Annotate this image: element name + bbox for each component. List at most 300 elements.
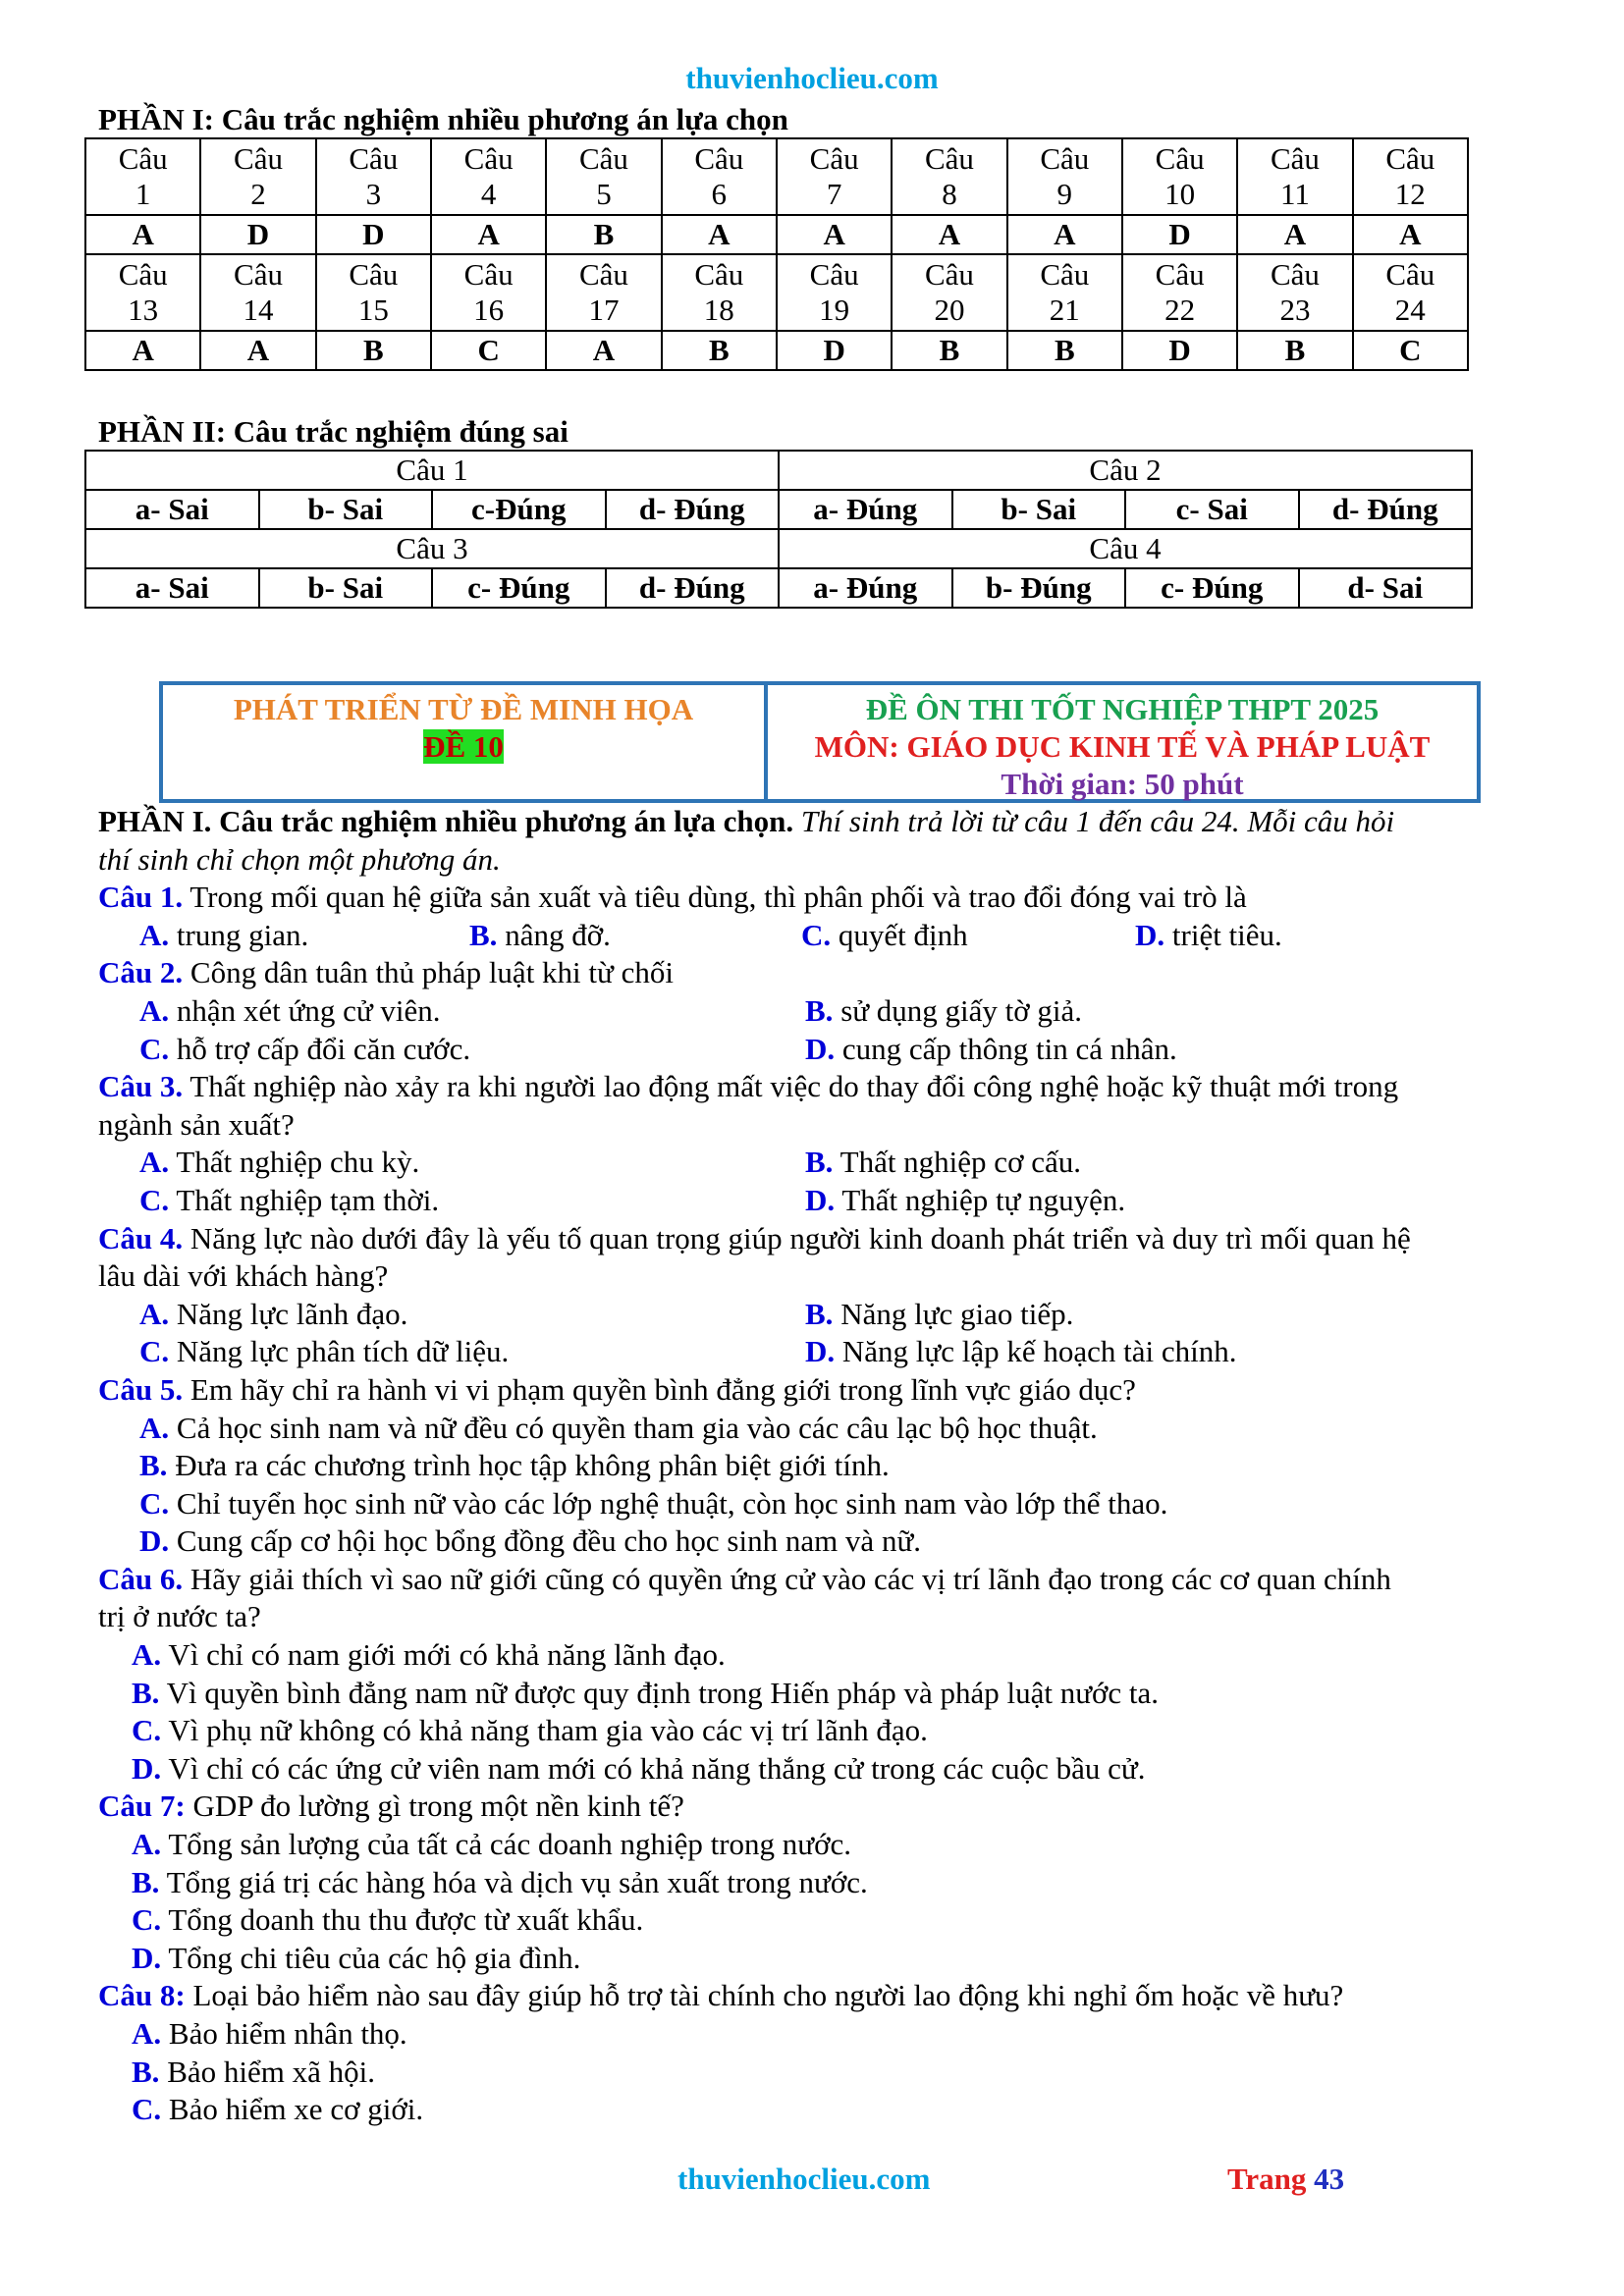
true-false-cell: a- Sai [85, 568, 259, 608]
question-header-row [85, 451, 1472, 490]
answer-option[interactable] [139, 1333, 805, 1371]
question-number-label: Câu 2. [98, 955, 184, 990]
page-number [1227, 2162, 1344, 2197]
question-number-cell [85, 254, 200, 331]
question-number: 16 [473, 293, 505, 327]
question-label: Câu [234, 257, 283, 292]
option-letter: A. [139, 1296, 170, 1331]
answer-row [85, 331, 1468, 370]
option-text: Năng lực lãnh đạo. [169, 1296, 408, 1331]
question-header-cell: Câu 4 [779, 529, 1472, 568]
question-number: 21 [1049, 293, 1080, 327]
answer-option[interactable] [132, 2092, 423, 2126]
options-line [98, 1750, 1542, 1789]
part2-key-title: PHẦN II: Câu trắc nghiệm đúng sai [98, 414, 568, 449]
question-label: Câu [234, 141, 283, 176]
option-text: Vì phụ nữ không có khả năng tham gia vào các vị trí lãnh đạo. [161, 1713, 928, 1748]
options-line [98, 1333, 1542, 1371]
options-line [98, 1485, 1542, 1523]
question-number: 22 [1164, 293, 1196, 327]
true-false-cell: b- Sai [952, 490, 1126, 529]
option-letter: C. [801, 917, 832, 952]
question-header-cell: Câu 2 [779, 451, 1472, 490]
option-text: nhận xét ứng cử viên. [169, 992, 441, 1028]
answer-cell: D [1122, 331, 1237, 370]
question-number-cell [1237, 138, 1352, 215]
answer-cell: A [546, 331, 661, 370]
question-number-cell [1353, 138, 1468, 215]
question-label: Câu [694, 257, 744, 292]
answer-option[interactable] [805, 1144, 1081, 1182]
question-number-row [85, 254, 1468, 331]
answer-option[interactable] [132, 1941, 580, 1975]
question-label: Câu [1270, 257, 1320, 292]
answer-cell: B [892, 331, 1006, 370]
answer-cell: D [316, 215, 431, 254]
option-text: Đưa ra các chương trình học tập không phân biệt giới tính. [167, 1448, 890, 1483]
question-stem-line [98, 1977, 1542, 2015]
footer-site[interactable]: thuvienhoclieu.com [677, 2162, 931, 2196]
question-label: Câu [809, 141, 859, 176]
option-letter: C. [132, 1902, 162, 1938]
answer-option[interactable] [469, 917, 801, 955]
option-text: Vì quyền bình đẳng nam nữ được quy định trong Hiến pháp và pháp luật nước ta. [159, 1675, 1160, 1710]
true-false-cell: c- Đúng [432, 568, 606, 608]
options-line [98, 1712, 1542, 1750]
option-text: Cả học sinh nam và nữ đều có quyền tham gia vào các câu lạc bộ học thuật. [169, 1410, 1098, 1445]
answer-cell: B [316, 331, 431, 370]
question-number-cell [316, 138, 431, 215]
option-letter: C. [132, 2092, 162, 2127]
true-false-cell: a- Sai [85, 490, 259, 529]
answer-cell: C [1353, 331, 1468, 370]
answer-row [85, 215, 1468, 254]
answer-cell: A [1353, 215, 1468, 254]
answer-cell: A [200, 331, 315, 370]
option-text: Bảo hiểm nhân thọ. [161, 2016, 407, 2051]
question-block [98, 1371, 1542, 1561]
question-stem-text: Thất nghiệp nào xảy ra khi người lao động mất việc do thay đổi công nghệ hoặc kỹ thuật mới trong [183, 1069, 1399, 1104]
true-false-row [85, 490, 1472, 529]
question-number-cell [1122, 138, 1237, 215]
question-number: 7 [826, 177, 842, 211]
question-label: Câu [1270, 141, 1320, 176]
answer-option[interactable] [139, 992, 805, 1031]
question-label: Câu [118, 141, 168, 176]
exam-number: ĐỀ 10 [423, 729, 504, 764]
answer-option[interactable] [801, 917, 1135, 955]
question-number-cell [1122, 254, 1237, 331]
option-letter: D. [132, 1750, 162, 1786]
option-letter: C. [139, 1485, 170, 1521]
option-text: Tổng giá trị các hàng hóa và dịch vụ sản xuất trong nước. [159, 1864, 868, 1899]
question-stem-text: Hãy giải thích vì sao nữ giới cũng có quyền ứng cử vào các vị trí lãnh đạo trong các cơ quan chính [183, 1561, 1391, 1596]
answer-option[interactable] [139, 1486, 1167, 1521]
option-letter: A. [132, 2016, 162, 2051]
question-number-cell [892, 254, 1006, 331]
question-number: 8 [942, 177, 957, 211]
option-text: Năng lực phân tích dữ liệu. [169, 1334, 510, 1369]
question-header-cell: Câu 1 [85, 451, 779, 490]
question-stem-line [98, 1371, 1542, 1410]
answer-cell: B [662, 331, 777, 370]
exam-banner [159, 681, 1481, 803]
question-stem-line [98, 1257, 1542, 1296]
answer-option[interactable] [132, 1676, 1159, 1710]
question-number: 12 [1394, 177, 1426, 211]
question-number-label: Câu 5. [98, 1371, 184, 1407]
question-stem-line [98, 1598, 1542, 1636]
exam-duration: Thời gian: 50 phút [1001, 767, 1244, 801]
question-number-cell [662, 254, 777, 331]
answer-option[interactable] [132, 1637, 726, 1672]
answer-option[interactable] [805, 1296, 1073, 1334]
question-number-cell [1237, 254, 1352, 331]
option-letter: B. [805, 1145, 834, 1180]
answer-cell: B [546, 215, 661, 254]
answer-cell: B [1007, 331, 1122, 370]
question-label: Câu [349, 257, 399, 292]
question-label: Câu [924, 141, 974, 176]
answer-option[interactable] [132, 1827, 851, 1861]
option-text: Cung cấp cơ hội học bổng đồng đều cho học sinh nam và nữ. [169, 1523, 921, 1559]
question-label: Câu [463, 257, 514, 292]
exam-subject: MÔN: GIÁO DỤC KINH TẾ VÀ PHÁP LUẬT [814, 729, 1431, 764]
part1-answer-table [84, 137, 1469, 371]
question-number-cell [85, 138, 200, 215]
question-label: Câu [1040, 257, 1090, 292]
true-false-cell: d- Sai [1299, 568, 1473, 608]
option-text: Thất nghiệp tự nguyện. [835, 1182, 1126, 1217]
options-line [98, 1296, 1542, 1334]
true-false-cell: d- Đúng [606, 490, 780, 529]
option-letter: A. [132, 1827, 162, 1862]
option-text: Vì chỉ có nam giới mới có khả năng lãnh đạo. [161, 1637, 726, 1673]
part1-intro-title: PHẦN I. Câu trắc nghiệm nhiều phương án lựa chọn. [98, 804, 794, 838]
question-number: 5 [596, 177, 612, 211]
option-text: trung gian. [169, 917, 309, 952]
options-line [98, 1940, 1542, 1978]
answer-option[interactable] [132, 2055, 375, 2089]
answer-cell: A [777, 215, 892, 254]
question-number-cell [200, 138, 315, 215]
exam-body [98, 803, 1542, 2129]
question-number-cell [892, 138, 1006, 215]
question-number-cell [1353, 254, 1468, 331]
option-text: Thất nghiệp tạm thời. [169, 1182, 440, 1217]
question-header-row [85, 529, 1472, 568]
options-line [98, 1522, 1542, 1561]
option-letter: A. [139, 1410, 170, 1445]
question-number: 20 [934, 293, 965, 327]
question-number: 2 [250, 177, 266, 211]
option-letter: C. [139, 1334, 170, 1369]
answer-cell: A [85, 331, 200, 370]
question-stem-text: Năng lực nào dưới đây là yếu tố quan trọng giúp người kinh doanh phát triển và duy trì mối quan hệ [183, 1220, 1411, 1255]
option-letter: D. [805, 1031, 836, 1066]
option-letter: A. [139, 1145, 170, 1180]
options-line [98, 2091, 1542, 2129]
part1-intro-cont [98, 841, 1542, 880]
page-label: Trang [1227, 2162, 1315, 2196]
question-number-label: Câu 6. [98, 1561, 184, 1596]
question-stem-line [98, 1788, 1542, 1826]
banner-origin: PHÁT TRIỂN TỪ ĐỀ MINH HỌA [233, 692, 694, 726]
part1-intro [98, 803, 1542, 841]
answer-option[interactable] [139, 1182, 805, 1220]
option-text: Tổng doanh thu thu được từ xuất khẩu. [161, 1902, 644, 1938]
options-line [98, 1636, 1542, 1675]
question-label: Câu [924, 257, 974, 292]
answer-option[interactable] [1135, 917, 1430, 955]
answer-cell: A [662, 215, 777, 254]
option-text: quyết định [831, 917, 968, 952]
question-number: 1 [135, 177, 151, 211]
option-letter: A. [139, 992, 170, 1028]
part1-key-title: PHẦN I: Câu trắc nghiệm nhiều phương án lựa chọn [98, 102, 788, 136]
options-line [98, 992, 1542, 1031]
question-label: Câu [1385, 257, 1435, 292]
question-list [98, 879, 1542, 2129]
options-line [98, 1144, 1542, 1182]
option-letter: B. [469, 917, 498, 952]
part2-answer-table [84, 450, 1473, 609]
question-number: 6 [711, 177, 728, 211]
option-letter: B. [805, 1296, 834, 1331]
question-number-cell [431, 254, 546, 331]
true-false-cell: c- Sai [1125, 490, 1299, 529]
exam-title: ĐỀ ÔN THI TỐT NGHIỆP THPT 2025 [865, 692, 1380, 726]
true-false-cell: c- Đúng [1125, 568, 1299, 608]
question-number: 23 [1279, 293, 1311, 327]
question-number-cell [777, 254, 892, 331]
option-letter: D. [805, 1182, 836, 1217]
question-stem-text: Trong mối quan hệ giữa sản xuất và tiêu dùng, thì phân phối và trao đổi đóng vai trò là [183, 880, 1247, 915]
true-false-cell: b- Sai [259, 490, 433, 529]
question-block [98, 1220, 1542, 1371]
question-stem-text: ngành sản xuất? [98, 1106, 295, 1142]
answer-option[interactable] [132, 1751, 1145, 1786]
option-text: Vì chỉ có các ứng cử viên nam mới có khả năng thắng cử trong các cuộc bầu cử. [161, 1750, 1146, 1786]
page-number-value: 43 [1314, 2162, 1345, 2196]
answer-cell: B [1237, 331, 1352, 370]
options-line [98, 1675, 1542, 1713]
answer-option[interactable] [132, 1713, 928, 1747]
option-letter: B. [132, 2054, 160, 2089]
answer-cell: D [200, 215, 315, 254]
option-letter: B. [805, 992, 834, 1028]
question-block [98, 954, 1542, 1068]
answer-option[interactable] [139, 1523, 921, 1558]
option-text: Tổng chi tiêu của các hộ gia đình. [161, 1940, 581, 1975]
answer-cell: A [1237, 215, 1352, 254]
option-text: Thất nghiệp cơ cấu. [833, 1145, 1081, 1180]
answer-option[interactable] [132, 1865, 868, 1899]
question-number-label: Câu 3. [98, 1069, 184, 1104]
answer-option[interactable] [139, 1411, 1098, 1445]
question-number: 4 [480, 177, 497, 211]
question-stem-line [98, 1220, 1542, 1258]
question-block [98, 1561, 1542, 1789]
part1-intro-instr-1: Thí sinh trả lời từ câu 1 đến câu 24. Mỗi câu hỏi [793, 804, 1395, 838]
question-stem-text: Em hãy chỉ ra hành vi vi phạm quyền bình đẳng giới trong lĩnh vực giáo dục? [183, 1371, 1136, 1407]
answer-cell: A [892, 215, 1006, 254]
options-line [98, 1901, 1542, 1940]
question-number: 19 [819, 293, 850, 327]
question-label: Câu [463, 141, 514, 176]
answer-cell: A [431, 215, 546, 254]
answer-option[interactable] [132, 2016, 407, 2051]
question-label: Câu [579, 257, 628, 292]
question-label: Câu [1155, 257, 1205, 292]
question-number-label: Câu 7: [98, 1789, 186, 1824]
true-false-cell: d- Đúng [606, 568, 780, 608]
question-label: Câu [1040, 141, 1090, 176]
question-number: 10 [1164, 177, 1196, 211]
options-line [98, 1410, 1542, 1448]
option-letter: A. [139, 917, 170, 952]
answer-option[interactable] [139, 1296, 805, 1334]
answer-option[interactable] [805, 1031, 1177, 1069]
question-number-cell [662, 138, 777, 215]
question-label: Câu [694, 141, 744, 176]
option-text: nâng đỡ. [497, 917, 611, 952]
question-block [98, 879, 1542, 954]
question-label: Câu [579, 141, 628, 176]
options-line [98, 917, 1542, 955]
answer-cell: C [431, 331, 546, 370]
answer-option[interactable] [139, 1031, 805, 1069]
answer-option[interactable] [139, 1144, 805, 1182]
banner-right [768, 685, 1477, 799]
options-line [98, 1447, 1542, 1485]
question-number-cell [316, 254, 431, 331]
option-text: Chỉ tuyển học sinh nữ vào các lớp nghệ thuật, còn học sinh nam vào lớp thể thao. [169, 1485, 1168, 1521]
option-text: Năng lực lập kế hoạch tài chính. [835, 1334, 1237, 1369]
true-false-cell: b- Sai [259, 568, 433, 608]
option-text: Tổng sản lượng của tất cả các doanh nghiệp trong nước. [161, 1827, 851, 1862]
option-text: Thất nghiệp chu kỳ. [169, 1145, 420, 1180]
banner-left [163, 685, 768, 799]
question-stem-text: trị ở nước ta? [98, 1599, 261, 1634]
question-stem-text: Công dân tuân thủ pháp luật khi từ chối [183, 955, 674, 990]
true-false-cell: b- Đúng [952, 568, 1126, 608]
options-line [98, 1031, 1542, 1069]
question-number-cell [200, 254, 315, 331]
true-false-cell: c-Đúng [432, 490, 606, 529]
option-letter: B. [139, 1448, 168, 1483]
question-number-cell [1007, 254, 1122, 331]
question-stem-line [98, 879, 1542, 917]
question-block [98, 1788, 1542, 1977]
question-number-cell [431, 138, 546, 215]
question-stem-line [98, 1561, 1542, 1599]
option-letter: C. [139, 1182, 170, 1217]
answer-option[interactable] [132, 1902, 643, 1937]
answer-option[interactable] [805, 1182, 1125, 1220]
answer-option[interactable] [139, 917, 469, 955]
answer-option[interactable] [805, 1333, 1236, 1371]
question-number: 13 [128, 293, 159, 327]
question-stem-text: GDP đo lường gì trong một nền kinh tế? [185, 1789, 684, 1824]
option-text: triệt tiêu. [1164, 917, 1282, 952]
option-text: Bảo hiểm xe cơ giới. [161, 2092, 424, 2127]
option-letter: D. [805, 1334, 836, 1369]
question-number: 11 [1280, 177, 1310, 211]
question-stem-line [98, 1068, 1542, 1106]
question-number: 3 [365, 177, 382, 211]
options-line [98, 1864, 1542, 1902]
option-letter: D. [132, 1940, 162, 1975]
option-letter: B. [132, 1864, 160, 1899]
answer-cell: D [1122, 215, 1237, 254]
options-line [98, 1182, 1542, 1220]
options-line [98, 2015, 1542, 2054]
question-stem-text: Loại bảo hiểm nào sau đây giúp hỗ trợ tài chính cho người lao động khi nghỉ ốm hoặc về hưu? [185, 1978, 1344, 2013]
question-number-cell [1007, 138, 1122, 215]
question-number-row [85, 138, 1468, 215]
answer-cell: A [1007, 215, 1122, 254]
option-letter: B. [132, 1675, 160, 1710]
question-number-cell [777, 138, 892, 215]
question-number: 14 [243, 293, 274, 327]
question-stem-line [98, 954, 1542, 992]
option-letter: C. [132, 1713, 162, 1748]
option-letter: D. [139, 1523, 170, 1559]
option-text: cung cấp thông tin cá nhân. [835, 1031, 1177, 1066]
question-number-label: Câu 8: [98, 1978, 186, 2013]
question-number-cell [546, 254, 661, 331]
options-line [98, 2054, 1542, 2092]
question-block [98, 1068, 1542, 1219]
question-number: 9 [1056, 177, 1073, 211]
part1-intro-instr-2: thí sinh chỉ chọn một phương án. [98, 841, 501, 877]
question-number: 24 [1394, 293, 1426, 327]
option-letter: C. [139, 1031, 170, 1066]
answer-option[interactable] [139, 1448, 890, 1482]
question-header-cell: Câu 3 [85, 529, 779, 568]
option-text: Năng lực giao tiếp. [833, 1296, 1074, 1331]
question-label: Câu [118, 257, 168, 292]
answer-option[interactable] [805, 992, 1082, 1031]
question-number-cell [546, 138, 661, 215]
question-number: 18 [703, 293, 734, 327]
question-label: Câu [1385, 141, 1435, 176]
answer-cell: D [777, 331, 892, 370]
question-stem-line [98, 1106, 1542, 1145]
question-label: Câu [1155, 141, 1205, 176]
true-false-row [85, 568, 1472, 608]
question-number: 17 [588, 293, 620, 327]
option-letter: A. [132, 1637, 162, 1673]
site-header[interactable]: thuvienhoclieu.com [685, 61, 939, 95]
option-text: Bảo hiểm xã hội. [159, 2054, 375, 2089]
question-stem-text: lâu dài với khách hàng? [98, 1258, 389, 1294]
options-line [98, 1826, 1542, 1864]
answer-cell: A [85, 215, 200, 254]
question-number: 15 [357, 293, 389, 327]
question-label: Câu [809, 257, 859, 292]
question-label: Câu [349, 141, 399, 176]
question-number-label: Câu 4. [98, 1220, 184, 1255]
true-false-cell: d- Đúng [1299, 490, 1473, 529]
option-text: hỗ trợ cấp đổi căn cước. [169, 1031, 471, 1066]
true-false-cell: a- Đúng [779, 490, 952, 529]
true-false-cell: a- Đúng [779, 568, 952, 608]
option-text: sử dụng giấy tờ giả. [833, 992, 1083, 1028]
question-number-label: Câu 1. [98, 880, 184, 915]
option-letter: D. [1135, 917, 1165, 952]
